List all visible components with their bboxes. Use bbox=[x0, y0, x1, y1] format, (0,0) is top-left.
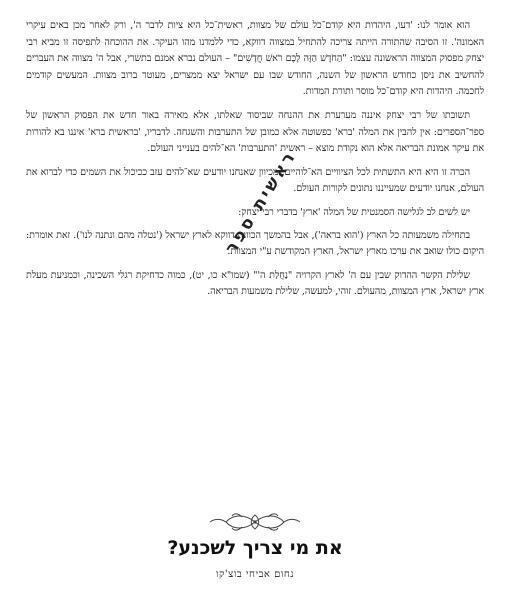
paragraph-3: הכרה זו היא היא התשתית לכל הציוויים הא־לוהיים. מכיוון שאנחנו יודעים שא־להים עזב ככיכול את השמים כדי לברוא את העולם, אנחנו יודעים שמעייננו נתונים לקורות העולם. bbox=[26, 166, 484, 195]
paragraph-2: תשובתו של רבי יצחק איננה מערערת את ההנחה שביסוד שאלתו, אלא מאירה באור חדש את הפסוק הראשון של ספר־הספרים: אין להבין את המלה 'ברא' כפשוטה אלא כמובן של התערבות והשגחה. לדבריו, 'בראשית ברא' איננו בא להורות את עיקר אמונת הבריאה אלא הוא נקודת מוצא – ראשית 'התערבות' הא־להים בענייני העולם. bbox=[26, 109, 484, 155]
paragraph-5: בתחילה משמעותה כל הארץ ('הוא בראה'), אבל בהמשך הכוונה דווקא לארץ ישראל ('נטלה מהם ונתנה לנו'). זאת אומרת: היקום כולו שואב את ערכו מארץ ישראל, הארץ המקודשת ע"י המצוות. bbox=[26, 229, 484, 258]
paragraph-6: שלילת הקשר ההדוק שבין עם ה' לארץ הקרויה "נַחֲלַת ה'" (שמו"א כו, יט), כמוה כדחיקת רגלי השכינה, וכמניעת מעלת ארץ ישראל, ארץ המצוות, מהעולם. זוהי, למעשה, שלילת משמעות הבריאה. bbox=[26, 269, 484, 298]
author-name: נחום אביחי בוצ'קו bbox=[215, 569, 295, 580]
article-title: את מי צריך לשכנע? bbox=[167, 537, 343, 559]
decorative-ornament-icon bbox=[208, 511, 302, 533]
publisher-watermark: ראשית ספר bbox=[221, 146, 301, 258]
paragraph-4: יש לשים לב לגלישה הסמנטית של המלה 'ארץ' בדברי רבי יצחק: bbox=[238, 206, 470, 218]
document-body bbox=[26, 18, 484, 308]
paragraph-1: הוא אומר לנו: 'דעו, היהדות היא קודם־כל עולם של מצוות, ראשית־כל היא ציות לדבר ה', ורק לאחר מכן באים עיקרי האמונה'. זו הסיבה שהתורה הייתה צריכה להתחיל במצווה דווקא, כדי ללמדנו מהו העיקר. את ההוכחה לתפיסה זו מביא רבי יצחק מפסוק המצווה הראשונה עצמו: "הַחֹדֶשׁ הַזֶּה לָכֶם רֹאשׁ חֳדָשִׁים" – העולם נברא אמנם בתשרי, אבל ה' מצווה את העברים להחשיב את ניסן כחודש הראשון של השנה, החודש שבו עם ישראל יצא ממצרים, מעוטר ברוב מצוות. המעשים קודמים לחכמה. היהדות היא קודם־כל מוסר ותורת המדות. bbox=[26, 20, 484, 98]
